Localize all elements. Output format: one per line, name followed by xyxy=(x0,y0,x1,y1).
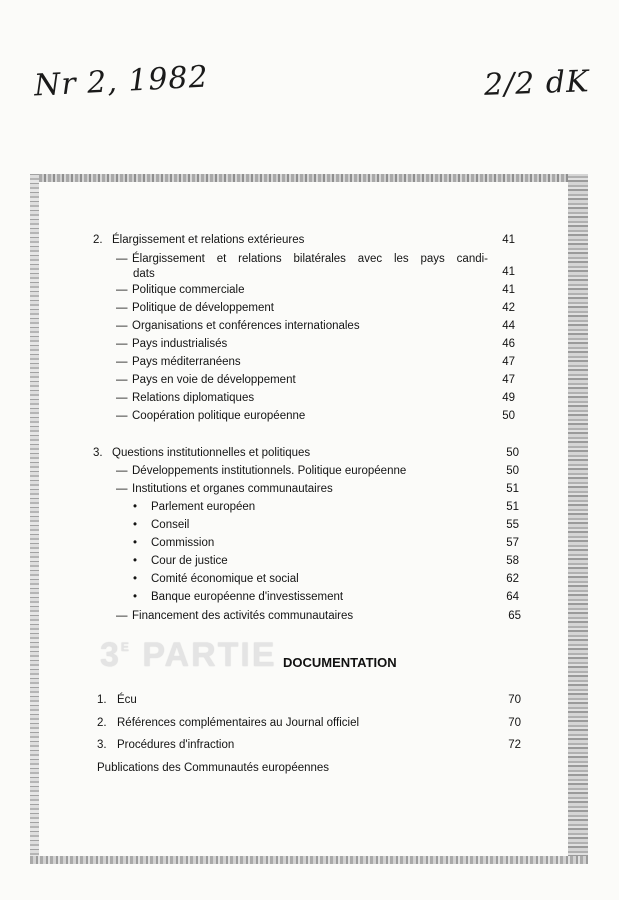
toc-item-label: Institutions et organes communautaires xyxy=(132,483,333,495)
publications-label: Publications des Communautés européennes xyxy=(97,762,330,774)
doc-item-number: 1. xyxy=(97,694,107,706)
toc-item-page: 44 xyxy=(502,320,515,332)
toc-item-label: Politique de développement xyxy=(132,302,274,314)
bullet: • xyxy=(133,537,138,549)
toc-subitem-page: 55 xyxy=(506,519,519,531)
doc-item-page: 70 xyxy=(508,694,521,706)
dash: — xyxy=(116,284,128,296)
toc-item-page: 65 xyxy=(508,610,521,622)
toc-item-page: 47 xyxy=(502,374,515,386)
toc-item-page: 50 xyxy=(502,410,515,422)
toc-item-page: 41 xyxy=(502,284,515,296)
dash: — xyxy=(116,320,128,332)
section-2-page: 41 xyxy=(502,234,515,246)
toc-item-label-cont: dats xyxy=(133,268,155,280)
toc-subitem-label: Commission xyxy=(151,537,215,549)
toc-item-label: Relations diplomatiques xyxy=(132,392,255,404)
dash: — xyxy=(116,610,128,622)
toc-item-label: Pays en voie de développement xyxy=(132,374,296,386)
toc-item-label: Politique commerciale xyxy=(132,284,245,296)
toc-subitem-page: 62 xyxy=(506,573,519,585)
doc-item-number: 2. xyxy=(97,717,107,729)
toc-item-label: Organisations et conférences internationales xyxy=(132,320,360,332)
toc-item-page: 41 xyxy=(502,266,515,278)
doc-item-label: Écu xyxy=(117,694,137,706)
toc-item-page: 47 xyxy=(502,356,515,368)
dash: — xyxy=(116,410,128,422)
bullet: • xyxy=(133,591,138,603)
doc-item-page: 72 xyxy=(508,739,521,751)
frame-border-bottom xyxy=(30,856,588,864)
doc-item-label: Références complémentaires au Journal officiel xyxy=(117,717,360,729)
section-3-number: 3. xyxy=(93,447,103,459)
frame-border-top xyxy=(30,174,586,182)
section-2-number: 2. xyxy=(93,234,103,246)
frame-border-left xyxy=(30,174,39,864)
bullet: • xyxy=(133,501,138,513)
section-2-title: Élargissement et relations extérieures xyxy=(112,234,305,246)
dash: — xyxy=(116,483,128,495)
doc-item-number: 3. xyxy=(97,739,107,751)
frame-border-right xyxy=(568,174,588,862)
toc-subitem-page: 58 xyxy=(506,555,519,567)
toc-item xyxy=(116,252,515,282)
toc-item-label: Élargissement et relations bilatérales avec les pays candi- xyxy=(132,253,488,265)
toc-item-page: 49 xyxy=(502,392,515,404)
section-3-title: Questions institutionnelles et politiques xyxy=(112,447,311,459)
toc-subitem-label: Banque européenne d'investissement xyxy=(151,591,344,603)
handwritten-note-left: Nr 2, 1982 xyxy=(33,59,210,104)
doc-item-page: 70 xyxy=(508,717,521,729)
toc-item-page: 42 xyxy=(502,302,515,314)
toc-item-label: Pays industrialisés xyxy=(132,338,228,350)
toc-subitem-page: 57 xyxy=(506,537,519,549)
toc-subitem-label: Conseil xyxy=(151,519,190,531)
toc-subitem-page: 64 xyxy=(506,591,519,603)
handwritten-note-right: 2/2 dK xyxy=(483,64,591,103)
dash: — xyxy=(116,392,128,404)
part-3-heading xyxy=(100,636,520,676)
toc-item-page: 50 xyxy=(506,465,519,477)
bullet: • xyxy=(133,555,138,567)
toc-item-label: Financement des activités communautaires xyxy=(132,610,354,622)
section-3-page: 50 xyxy=(506,447,519,459)
toc-item-label: Coopération politique européenne xyxy=(132,410,306,422)
doc-item-label: Procédures d'infraction xyxy=(117,739,235,751)
toc-subitem-page: 51 xyxy=(506,501,519,513)
toc-subitem-label: Cour de justice xyxy=(151,555,228,567)
toc-subitem-label: Parlement européen xyxy=(151,501,256,513)
dash: — xyxy=(116,338,128,350)
dash: — xyxy=(116,356,128,368)
part-3-title: DOCUMENTATION xyxy=(283,655,397,670)
part-3-label: $3^E$ PARTIE xyxy=(100,636,277,674)
dash: — xyxy=(116,253,128,265)
toc-item-label: Développements institutionnels. Politique européenne xyxy=(132,465,407,477)
toc-item-page: 46 xyxy=(502,338,515,350)
bullet: • xyxy=(133,573,138,585)
dash: — xyxy=(116,302,128,314)
bullet: • xyxy=(133,519,138,531)
toc-item-page: 51 xyxy=(506,483,519,495)
toc-item-label: Pays méditerranéens xyxy=(132,356,241,368)
toc-subitem-label: Comité économique et social xyxy=(151,573,299,585)
dash: — xyxy=(116,374,128,386)
dash: — xyxy=(116,465,128,477)
